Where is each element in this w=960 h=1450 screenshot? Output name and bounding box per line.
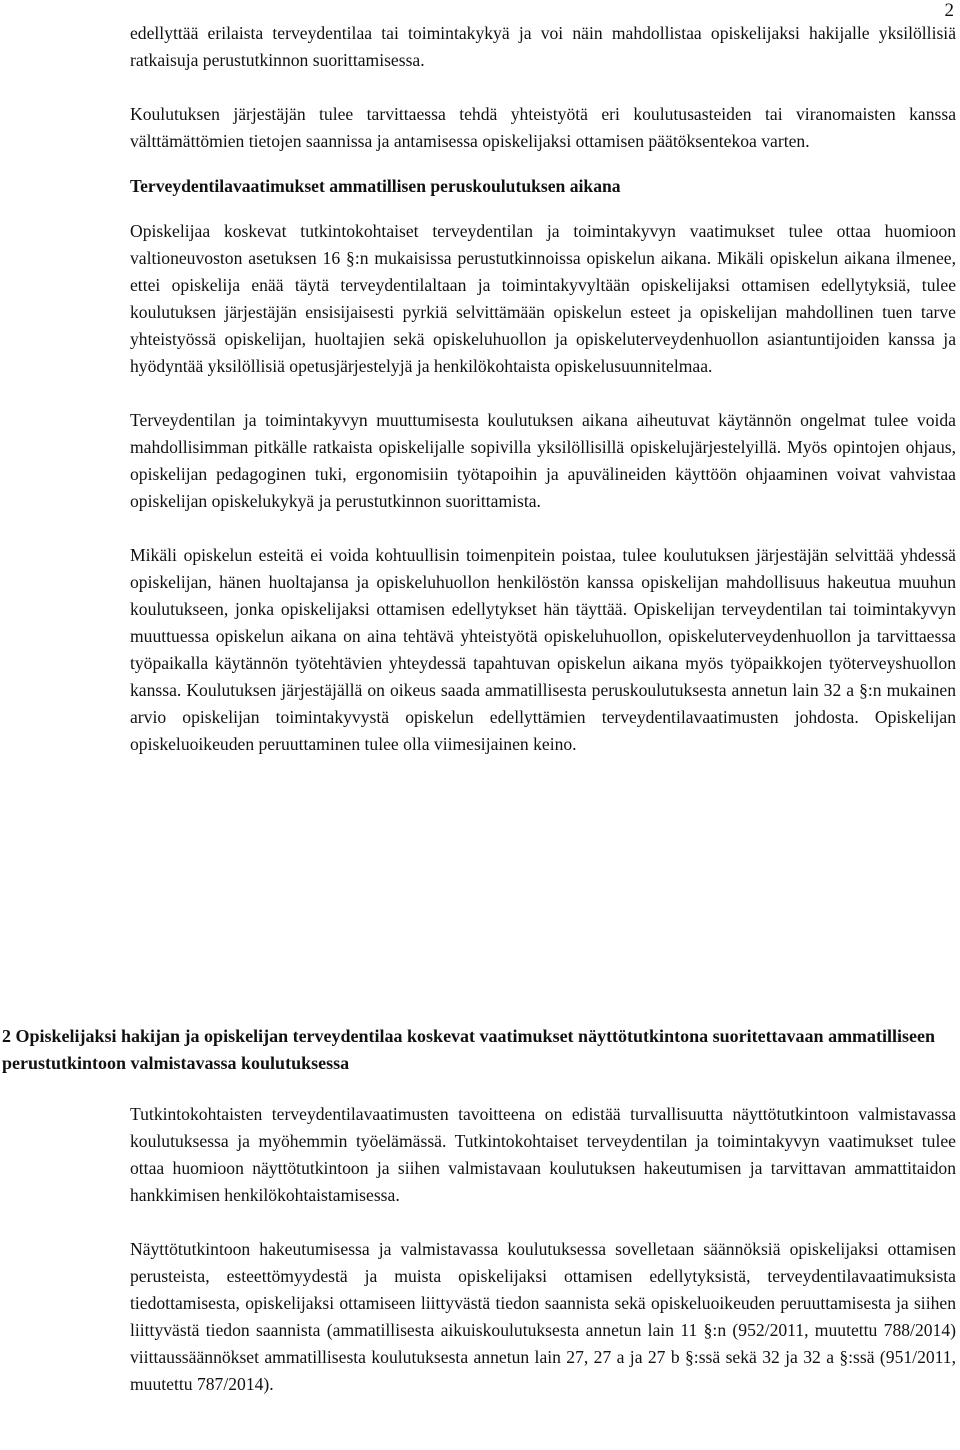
section-2-body xyxy=(130,1101,956,1398)
paragraph-obstacles: Mikäli opiskelun esteitä ei voida kohtuullisin toimenpitein poistaa, tulee koulutuksen järjestäjän selvittää yhdessä opiskelijan, hänen huoltajansa ja opiskeluhuollon henkilöstön kanssa opiskelijan mahdollisuus hakeutua muuhun koulutukseen, jonka opiskelijaksi ottamisen edellytykset hän täyttää. Opiskelijan terveydentilan tai toimintakyvyn muuttuessa opiskelun aikana on aina tehtävä yhteistyötä opiskeluhuollon, opiskeluterveydenhuollon ja tarvittaessa työpaikalla käytännön työtehtävien yhteydessä tapahtuvan opiskelun aikana myös työpaikkojen työterveyshuollon kanssa. Koulutuksen järjestäjällä on oikeus saada ammatillisesta peruskoulutuksesta annetun lain 32 a §:n mukainen arvio opiskelijan toimintakyvystä opiskelun edellyttämien terveydentilavaatimusten johdosta. Opiskelijan opiskeluoikeuden peruuttaminen tulee olla viimesijainen keino. xyxy=(130,545,956,754)
paragraph-practical-problems: Terveydentilan ja toimintakyvyn muuttumisesta koulutuksen aikana aiheutuvat käytännön ongelmat tulee voida mahdollisimman pitkälle ratkaista opiskelijalle sopivilla yksilöllisillä opiskelujärjestelyillä. Myös opintojen ohjaus, opiskelijan pedagoginen tuki, ergonomisiin työtapoihin ja apuvälineiden käyttöön ohjaaminen voivat vahvistaa opiskelijan opiskelukykyä ja perustutkinnon suorittamista. xyxy=(130,410,956,511)
paragraph-goals: Tutkintokohtaisten terveydentilavaatimusten tavoitteena on edistää turvallisuutta näyttötutkintoon valmistavassa koulutuksessa ja myöhemmin työelämässä. Tutkintokohtaiset terveydentilan ja toimintakyvyn vaatimukset tulee ottaa huomioon näyttötutkintoon ja siihen valmistavaan koulutuksen hakeutumisen ja tarvittavan ammattitaidon hankkimisen henkilökohtaistamisessa. xyxy=(130,1104,956,1205)
section-heading: 2 Opiskelijaksi hakijan ja opiskelijan terveydentilaa koskevat vaatimukset näyttötutkintona suoritettavaan ammatilliseen perustutkintoon valmistavassa koulutuksessa xyxy=(2,1026,936,1073)
upper-body xyxy=(130,20,956,758)
page-number: 2 xyxy=(944,0,954,21)
subheading-health-requirements: Terveydentilavaatimukset ammatillisen peruskoulutuksen aikana xyxy=(130,176,621,196)
paragraph-continued: edellyttää erilaista terveydentilaa tai toimintakykyä ja voi näin mahdollistaa opiskelijaksi hakijalle yksilöllisiä ratkaisuja perustutkinnon suorittamisessa. xyxy=(130,23,956,70)
paragraph-applied-provisions: Näyttötutkintoon hakeutumisessa ja valmistavassa koulutuksessa sovelletaan säännöksiä opiskelijaksi ottamisen perusteista, esteettömyydestä ja muista opiskelijaksi ottamisen edellytyksistä, terveydentilavaatimuksista tiedottamisesta, opiskelijaksi ottamiseen liittyvästä tiedon saannista sekä opiskeluoikeuden peruuttamisesta ja siihen liittyvästä tiedon saannista (ammatillisesta aikuiskoulutuksesta annetun lain 11 §:n (952/2011, muutettu 788/2014) viittaussäännökset ammatillisesta koulutuksesta annetun lain 27, 27 a ja 27 b §:ssä sekä 32 ja 32 a §:ssä (951/2011, muutettu 787/2014). xyxy=(130,1239,956,1394)
paragraph-requirements-during-study: Opiskelijaa koskevat tutkintokohtaiset terveydentilan ja toimintakyvyn vaatimukset tulee ottaa huomioon valtioneuvoston asetuksen 16 §:n mukaisissa perustutkinnoissa opiskelun aikana. Mikäli opiskelun aikana ilmenee, ettei opiskelija enää täytä terveydentilaltaan ja toimintakyvyltään opiskelijaksi ottamisen edellytyksiä, tulee koulutuksen järjestäjän ensisijaisesti pyrkiä selvittämään opiskelun esteet ja opiskelijan mahdollinen tuen tarve yhteistyössä opiskelijan, huoltajien sekä opiskeluhuollon ja opiskeluterveydenhuollon asiantuntijoiden kanssa ja hyödyntää yksilöllisiä opetusjärjestelyjä ja henkilökohtaista opiskelusuunnitelmaa. xyxy=(130,221,956,376)
paragraph-cooperation: Koulutuksen järjestäjän tulee tarvittaessa tehdä yhteistyötä eri koulutusasteiden tai viranomaisten kanssa välttämättömien tietojen saannissa ja antamisessa opiskelijaksi ottamisen päätöksentekoa varten. xyxy=(130,104,956,151)
section-2-heading-block xyxy=(2,1023,956,1077)
